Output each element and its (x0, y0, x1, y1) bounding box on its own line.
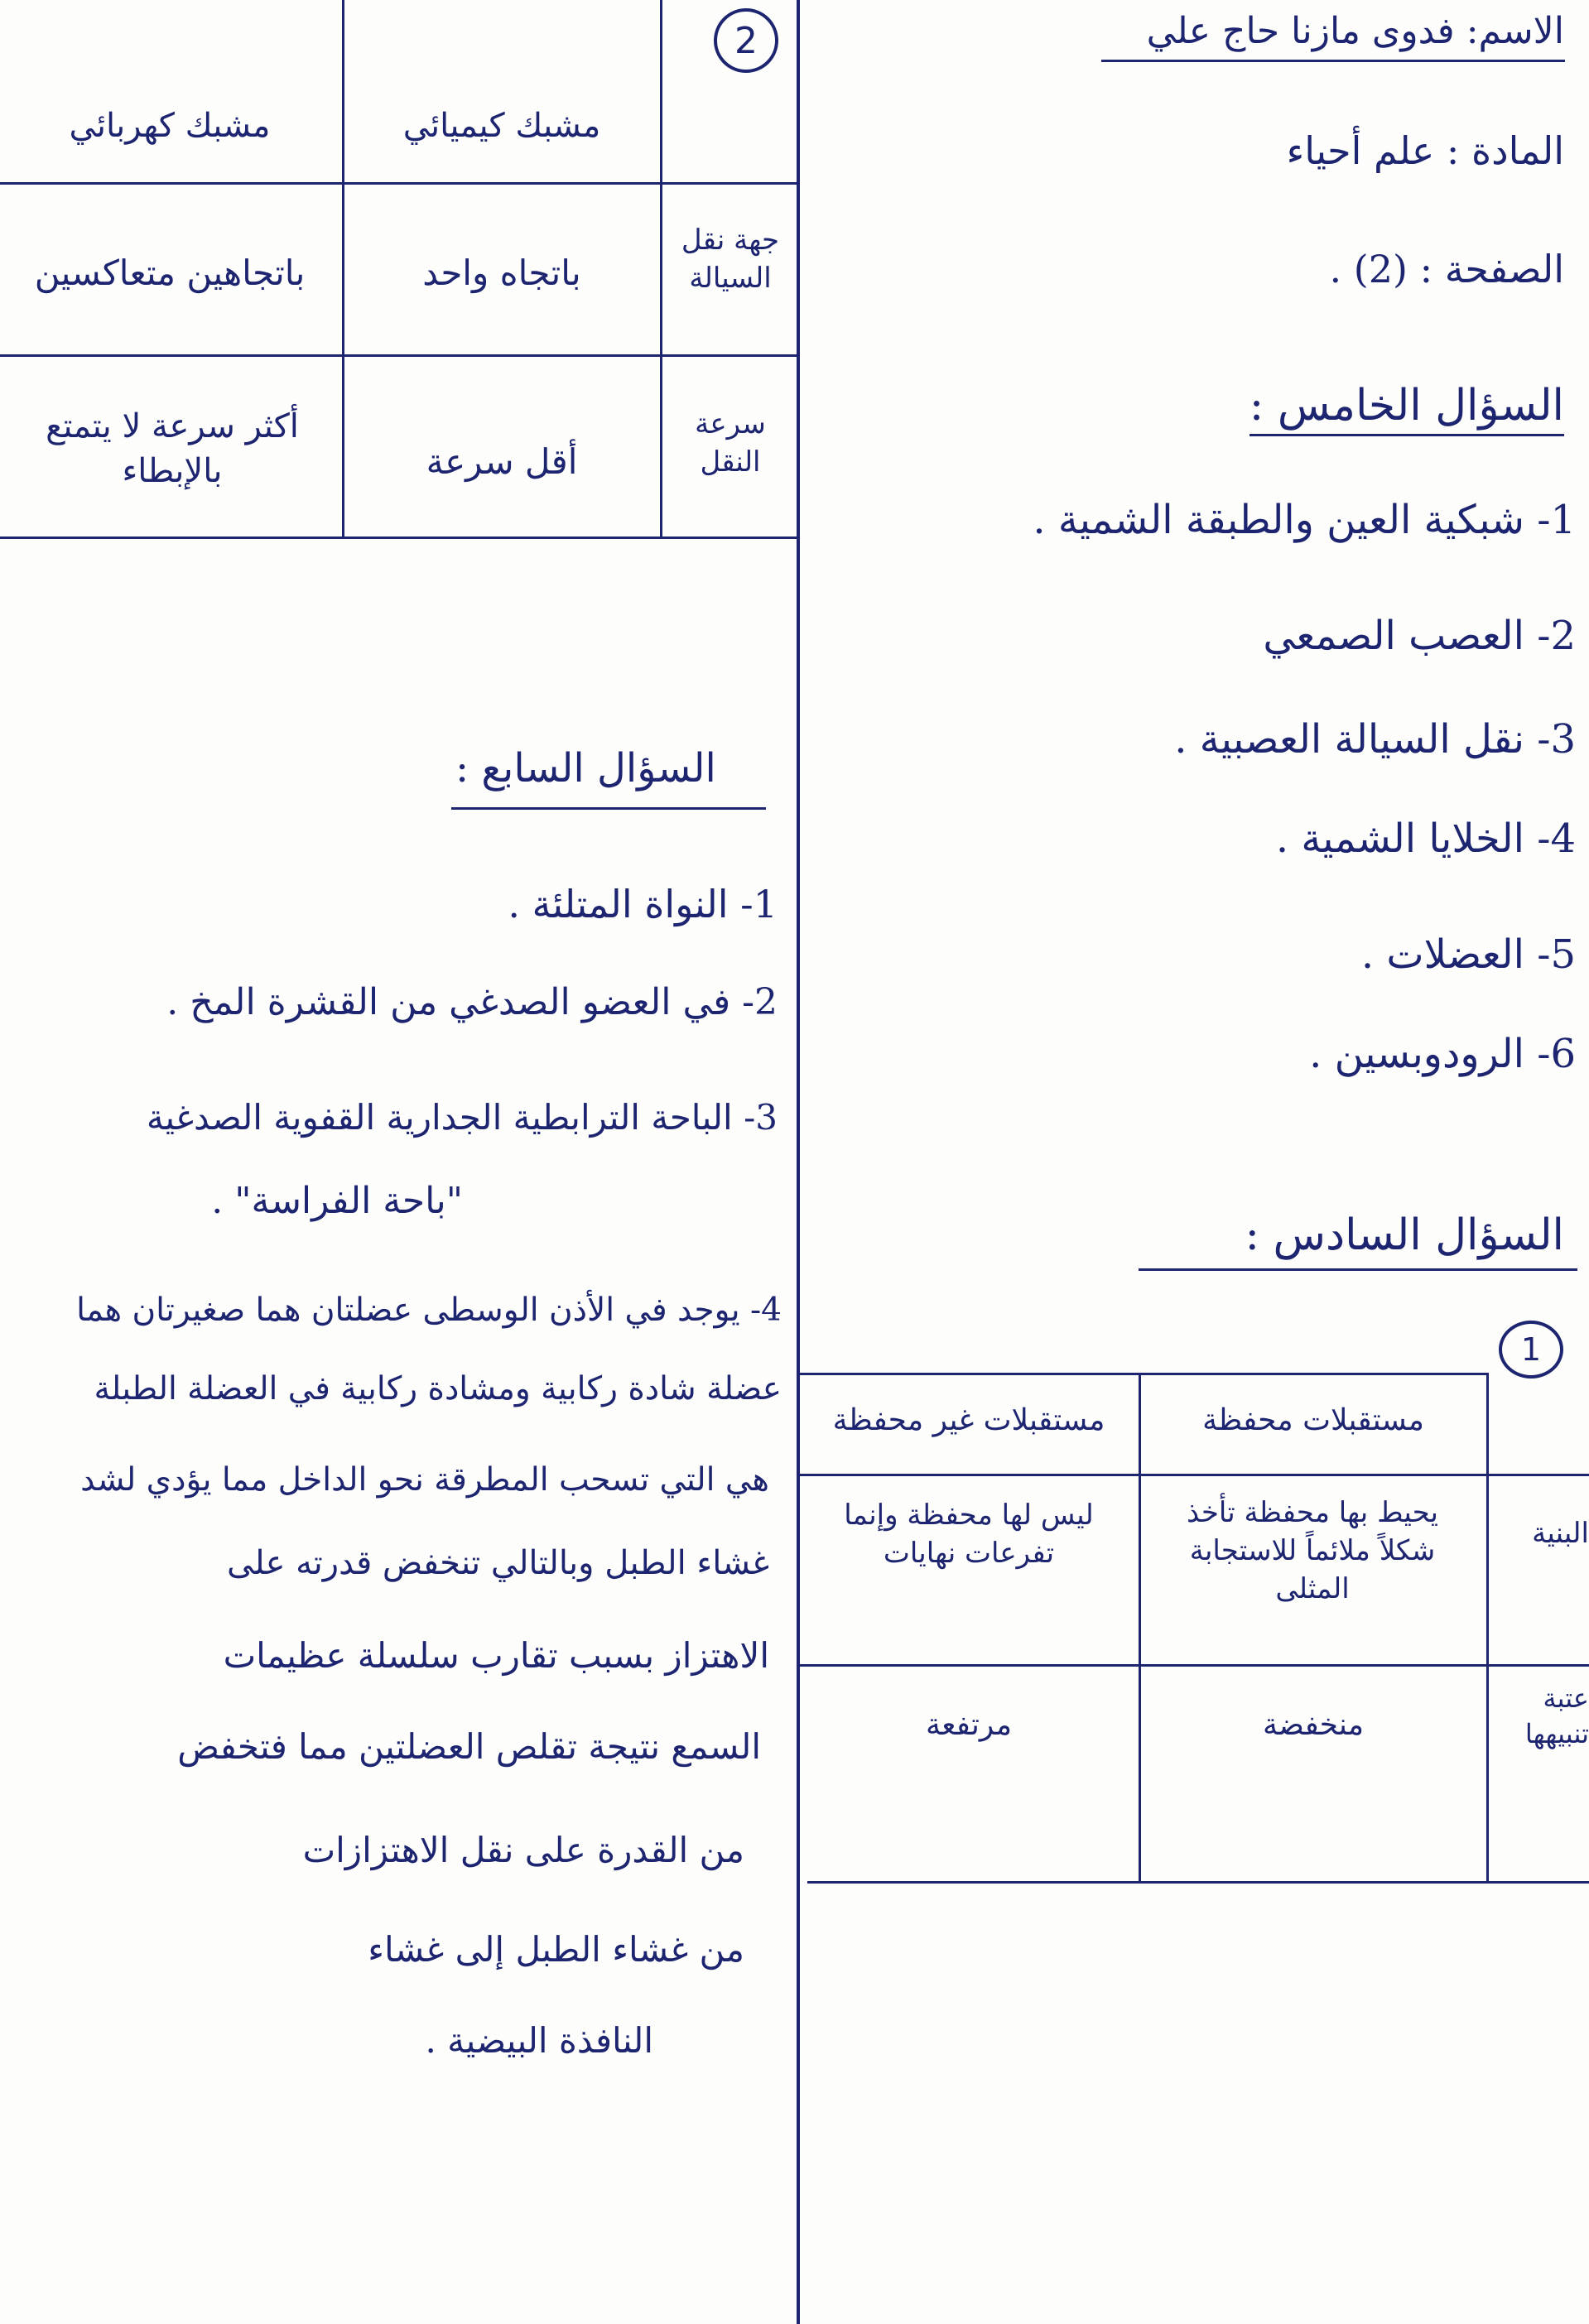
q6-part-number: 1 (1520, 1331, 1542, 1368)
q5-answer-2: 2- العصب الصمعي (1263, 613, 1576, 659)
receptor-header-encapsulated: مستقبلات محفظة (1202, 1403, 1424, 1437)
receptor-header-nonencapsulated: مستقبلات غير محفظة (832, 1403, 1105, 1437)
synapse-speed-chemical: أقل سرعة (426, 441, 578, 482)
q7-answer-4-line9: النافذة البيضية . (425, 2020, 653, 2061)
receptor-row-label-threshold: عتبة تنبيهها (1524, 1682, 1589, 1750)
q5-answer-3: 3- نقل السيالة العصبية . (1174, 716, 1576, 763)
q7-answer-3b: "باحة الفراسة" . (211, 1180, 463, 1222)
synapse-speed-electrical: أكثر سرعة لا يتمتع بالإبطاء (46, 407, 299, 490)
q7-answer-4-line6: السمع نتيجة تقلص العضلتين مما فتخفض (177, 1726, 761, 1767)
q7-title: السؤال السابع : (455, 745, 716, 792)
q7-answer-4-line5: الاهتزاز بسبب تقارب سلسلة عظيمات (223, 1635, 769, 1676)
synapse-header-chemical: مشبك كيميائي (402, 107, 601, 145)
q6-title-underline (1139, 1268, 1577, 1271)
q5-answer-1: 1- شبكية العين والطبقة الشمية . (1033, 497, 1576, 543)
q7-answer-4-line1: 4- يوجد في الأذن الوسطى عضلتان هما صغيرتان هما (76, 1292, 782, 1329)
q7-answer-1: 1- النواة المتلئة . (508, 882, 778, 926)
receptor-structure-encapsulated: يحيط بها محفظة تأخذ شكلاً ملائماً للاستجابة المثلى (1186, 1496, 1439, 1605)
q7-answer-2: 2- في العضو الصدغي من القشرة المخ . (166, 981, 778, 1023)
page-number: 2 (734, 19, 758, 62)
receptor-threshold-encapsulated: منخفضة (1262, 1708, 1365, 1742)
q7-answer-4-line3: هي التي تسحب المطرقة نحو الداخل مما يؤدي لشد (80, 1461, 769, 1499)
q6-part-circle (1499, 1321, 1563, 1379)
q7-answer-4-line4: غشاء الطبل وبالتالي تنخفض قدرته على (227, 1544, 769, 1582)
synapse-direction-chemical: باتجاه واحد (422, 253, 581, 293)
name-underline (1101, 60, 1565, 62)
synapse-direction-electrical: باتجاهين متعاكسين (34, 253, 306, 293)
page-number-circle (714, 8, 778, 73)
q6-title: السؤال السادس : (1245, 1210, 1564, 1260)
q5-title: السؤال الخامس : (1250, 381, 1564, 436)
q7-answer-4-line2: عضلة شادة ركابية ومشادة ركابية في العضلة الطبلة (94, 1370, 782, 1407)
receptor-row-label-structure: البنية (1532, 1517, 1589, 1550)
synapse-row-label-speed: سرعة النقل (695, 407, 766, 479)
q7-answer-3a: 3- الباحة الترابطية الجدارية القفوية الصدغية (146, 1097, 778, 1138)
page-divider (797, 0, 800, 2324)
q5-answer-5: 5- العضلات . (1360, 931, 1576, 978)
grade-line: الصفحة : (2) . (1329, 247, 1564, 291)
receptor-structure-nonencapsulated: ليس لها محفظة وإنما تفرعات نهايات (844, 1499, 1094, 1570)
q7-answer-4-line8: من غشاء الطبل إلى غشاء (368, 1929, 744, 1970)
q7-answer-4-line7: من القدرة على نقل الاهتزازات (302, 1830, 744, 1870)
synapse-header-electrical: مشبك كهربائي (69, 107, 271, 145)
synapse-row-label-direction: جهة نقل السيالة (681, 224, 780, 295)
q5-answer-6: 6- الرودوبسين . (1309, 1031, 1576, 1077)
student-name: الاسم: فدوى مازنا حاج علي (1146, 10, 1564, 52)
subject-line: المادة : علم أحياء (1286, 128, 1564, 173)
q7-title-underline (451, 807, 766, 810)
receptor-threshold-nonencapsulated: مرتفعة (925, 1708, 1013, 1742)
q5-answer-4: 4- الخلايا الشمية . (1275, 816, 1576, 862)
